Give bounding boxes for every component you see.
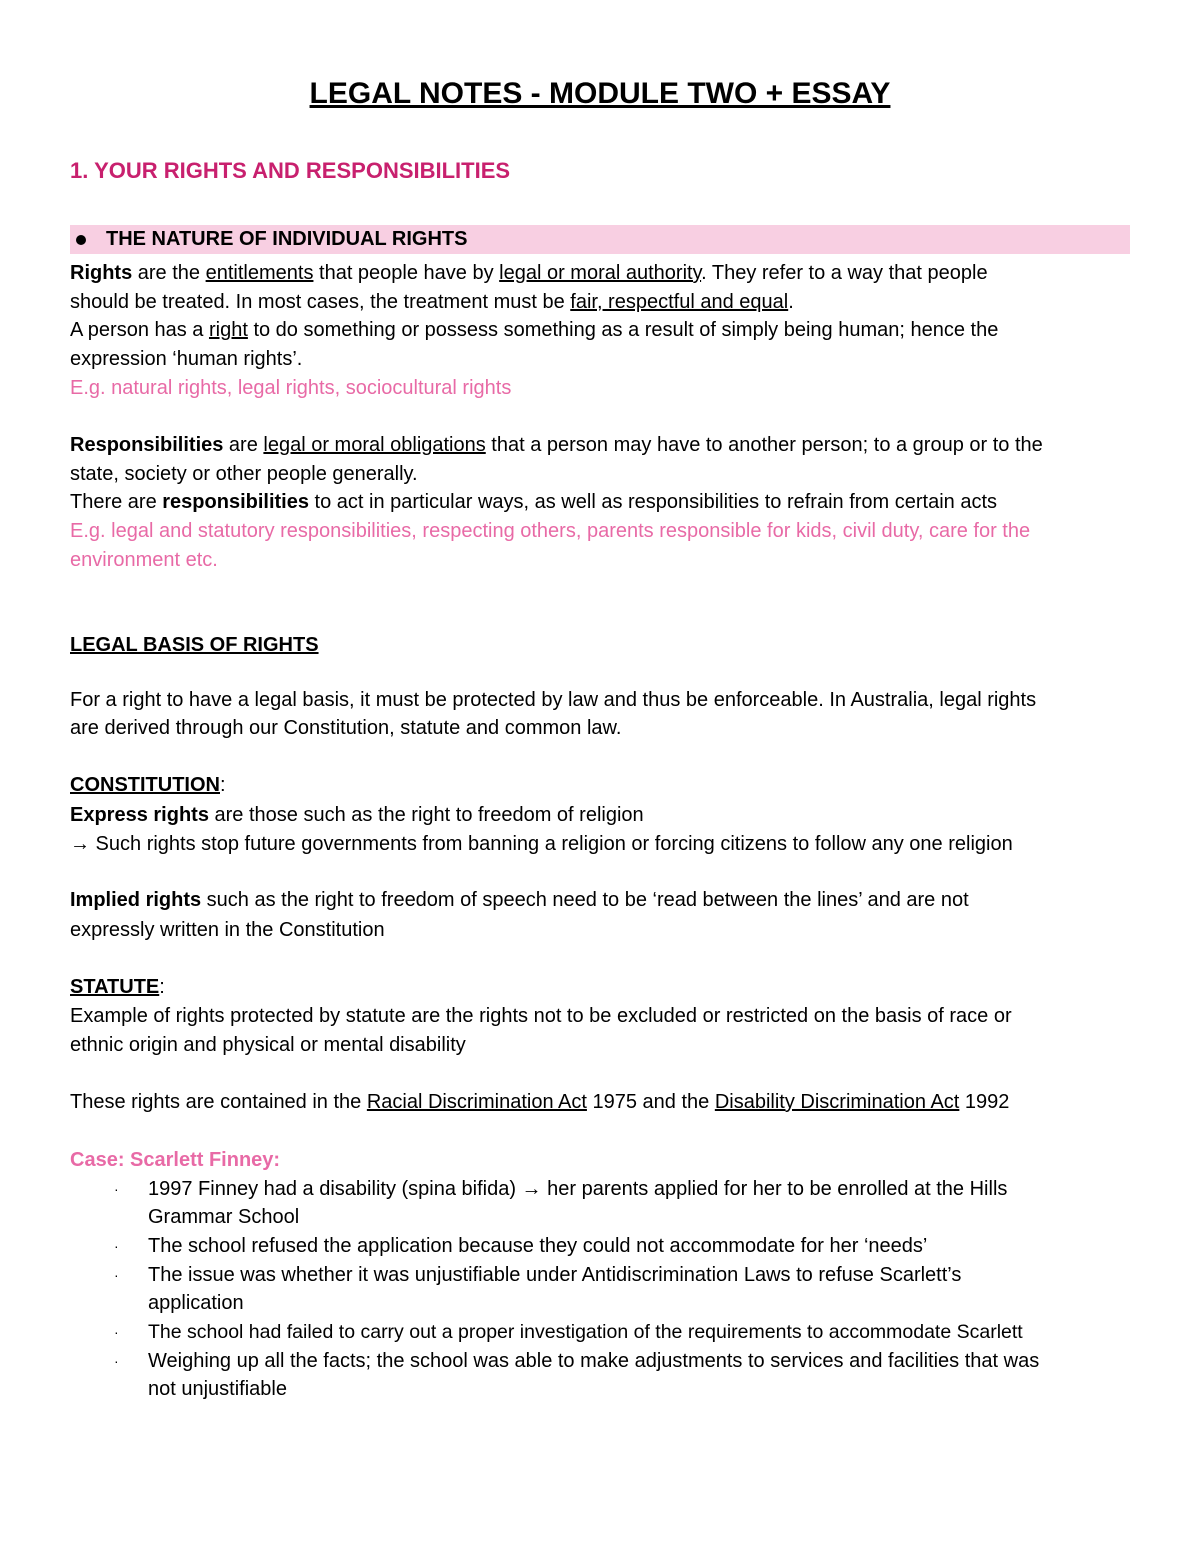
case-bullet-1-line-2: Grammar School (148, 1206, 300, 1228)
bullet-icon: · (114, 1353, 119, 1369)
rights-line-3 (70, 316, 998, 345)
express-rights-arrow-line: → Such rights stop future governments from banning a religion or forcing citizens to follow any one religion (70, 833, 1013, 855)
text: . They refer to a way that people (701, 262, 988, 284)
constitution-heading-line (70, 771, 226, 800)
implied-rights-term: Implied rights (70, 889, 202, 911)
authority-term: legal or moral authority (499, 262, 702, 284)
express-rights-term: Express rights (70, 804, 209, 826)
nature-heading-bar (70, 225, 1130, 254)
bullet-icon: · (114, 1238, 119, 1254)
rights-line-2 (70, 288, 794, 317)
statute-line-1: Example of rights protected by statute are the rights not to be excluded or restricted on the basis of race or (70, 1005, 1012, 1027)
case-bullet-5-line-2: not unjustifiable (148, 1378, 287, 1400)
resp-example-2: environment etc. (70, 549, 218, 571)
text: to act in particular ways, as well as responsibilities to refrain from certain acts (308, 491, 998, 513)
bullet-dot-icon (76, 235, 86, 245)
text: : (159, 976, 165, 998)
statute-heading: STATUTE (70, 976, 160, 998)
text: These rights are contained in the (70, 1091, 367, 1113)
rights-example: E.g. natural rights, legal rights, sociocultural rights (70, 377, 512, 399)
case-bullet-2: The school refused the application because they could not accommodate for her ‘needs’ (148, 1235, 928, 1257)
resp-line-1 (70, 431, 1043, 460)
legal-basis-line-1: For a right to have a legal basis, it must be protected by law and thus be enforceable. In Australia, legal rights (70, 689, 1037, 711)
case-bullet-1-line-1: 1997 Finney had a disability (spina bifida) → her parents applied for her to be enrolled at the Hills (148, 1178, 1008, 1200)
page-title: LEGAL NOTES - MODULE TWO + ESSAY (309, 77, 891, 110)
text: that a person may have to another person; to a group or to the (485, 434, 1043, 456)
text: that people have by (313, 262, 500, 284)
text: 1992 (959, 1091, 1010, 1113)
right-term: right (208, 319, 248, 341)
responsibilities-bold: responsibilities (162, 491, 309, 513)
racial-discrimination-act: Racial Discrimination Act (366, 1091, 587, 1113)
legal-basis-heading: LEGAL BASIS OF RIGHTS (70, 634, 319, 656)
bullet-icon: · (114, 1324, 119, 1340)
statute-line-2: ethnic origin and physical or mental disability (70, 1034, 466, 1056)
case-bullet-4: The school had failed to carry out a proper investigation of the requirements to accommodate Scarlett (148, 1321, 1023, 1343)
text: : (220, 774, 226, 796)
statute-acts-line (70, 1088, 1009, 1117)
responsibilities-term: Responsibilities (70, 434, 224, 456)
legal-basis-line-2: are derived through our Constitution, statute and common law. (70, 717, 622, 739)
express-rights-line (70, 801, 644, 830)
obligations-term: legal or moral obligations (263, 434, 486, 456)
constitution-heading: CONSTITUTION (70, 774, 220, 796)
entitlements-term: entitlements (205, 262, 314, 284)
text: are the (132, 262, 206, 284)
text: are (223, 434, 264, 456)
implied-rights-line-2: expressly written in the Constitution (70, 919, 385, 941)
fair-term: fair, respectful and equal (570, 291, 789, 313)
text: 1975 and the (586, 1091, 715, 1113)
case-bullet-3-line-1: The issue was whether it was unjustifiable under Antidiscrimination Laws to refuse Scarlett’s (148, 1264, 962, 1286)
text: . (788, 291, 794, 313)
statute-heading-line (70, 973, 165, 1002)
case-bullet-3-line-2: application (148, 1292, 244, 1314)
disability-discrimination-act: Disability Discrimination Act (714, 1091, 960, 1113)
text: should be treated. In most cases, the treatment must be (70, 291, 571, 313)
text: to do something or possess something as a result of simply being human; hence the (247, 319, 999, 341)
section-heading-rights-responsibilities: 1. YOUR RIGHTS AND RESPONSIBILITIES (70, 158, 511, 183)
text: such as the right to freedom of speech need to be ‘read between the lines’ and are not (201, 889, 969, 911)
rights-line-1 (70, 259, 988, 288)
bullet-icon: · (114, 1181, 119, 1197)
nature-heading: THE NATURE OF INDIVIDUAL RIGHTS (106, 228, 468, 250)
implied-rights-line-1 (70, 886, 969, 915)
bullet-icon: · (114, 1267, 119, 1283)
resp-example-1: E.g. legal and statutory responsibilities, respecting others, parents responsible for kids, civil duty, care for the (70, 520, 1031, 542)
resp-line-3 (70, 488, 997, 517)
text: are those such as the right to freedom of religion (208, 804, 644, 826)
rights-line-4: expression ‘human rights’. (70, 348, 303, 370)
case-heading: Case: Scarlett Finney: (70, 1149, 281, 1171)
resp-line-2: state, society or other people generally. (70, 463, 418, 485)
text: A person has a (70, 319, 209, 341)
case-bullet-5-line-1: Weighing up all the facts; the school was able to make adjustments to services and facilities that was (148, 1350, 1040, 1372)
rights-term: Rights (70, 262, 133, 284)
text: There are (70, 491, 163, 513)
